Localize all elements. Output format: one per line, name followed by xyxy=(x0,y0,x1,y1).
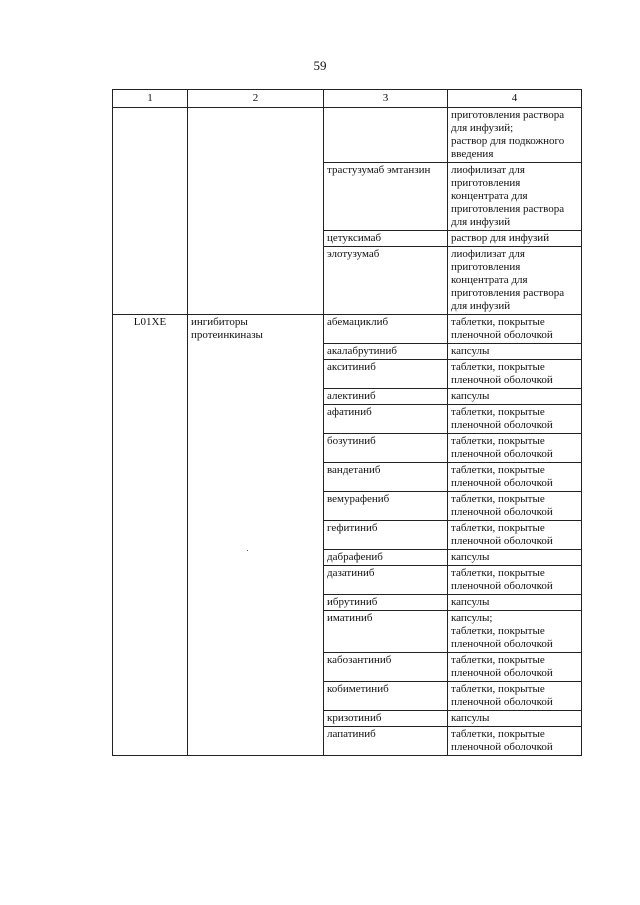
dosage-form-line: таблетки, покрытые xyxy=(451,406,545,418)
drug-name-cell xyxy=(324,711,448,727)
dosage-form-cell xyxy=(448,344,582,360)
dosage-form-line: таблетки, покрытые xyxy=(451,567,545,579)
dosage-form-line: пленочной оболочкой xyxy=(451,667,553,679)
dosage-form-line: концентрата для xyxy=(451,190,528,202)
drug-name: гефитиниб xyxy=(327,522,378,534)
table-row xyxy=(113,315,582,344)
dosage-form-cell xyxy=(448,463,582,492)
drug-name: акалабрутиниб xyxy=(327,345,397,357)
drug-name-cell xyxy=(324,360,448,389)
dosage-form-line: капсулы xyxy=(451,390,490,402)
drug-name-cell xyxy=(324,682,448,711)
drug-name-cell xyxy=(324,521,448,550)
dosage-form-line: капсулы xyxy=(451,551,490,563)
dosage-form-line: таблетки, покрытые xyxy=(451,435,545,447)
dosage-form-cell xyxy=(448,727,582,756)
dosage-form-line: капсулы xyxy=(451,712,490,724)
dosage-form-cell xyxy=(448,405,582,434)
dosage-form-line: для инфузий; xyxy=(451,122,514,134)
dosage-form-line: капсулы xyxy=(451,596,490,608)
dosage-form-line: пленочной оболочкой xyxy=(451,535,553,547)
dosage-form-line: пленочной оболочкой xyxy=(451,696,553,708)
dosage-form-line: приготовления xyxy=(451,177,521,189)
drug-name: бозутиниб xyxy=(327,435,376,447)
dosage-form-line: таблетки, покрытые xyxy=(451,361,545,373)
drug-name: ибрутиниб xyxy=(327,596,378,608)
dosage-form-line: лиофилизат для xyxy=(451,248,525,260)
drug-name: вемурафениб xyxy=(327,493,390,505)
dosage-form-line: лиофилизат для xyxy=(451,164,525,176)
dosage-form-line: таблетки, покрытые xyxy=(451,522,545,534)
dosage-form-cell xyxy=(448,231,582,247)
dosage-form-cell xyxy=(448,682,582,711)
dosage-form-cell xyxy=(448,315,582,344)
drug-name-cell xyxy=(324,653,448,682)
dosage-form-cell xyxy=(448,566,582,595)
dosage-form-cell xyxy=(448,163,582,231)
dosage-form-line: таблетки, покрытые xyxy=(451,683,545,695)
dosage-form-line: капсулы; xyxy=(451,612,493,624)
dosage-form-line: таблетки, покрытые xyxy=(451,493,545,505)
drug-name-cell xyxy=(324,434,448,463)
dosage-form-line: пленочной оболочкой xyxy=(451,419,553,431)
drug-name-cell xyxy=(324,315,448,344)
atc-code-cell xyxy=(113,108,188,315)
drug-name-cell xyxy=(324,163,448,231)
dosage-form-line: приготовления раствора xyxy=(451,109,565,121)
page-number: 59 xyxy=(313,58,327,73)
drug-name: абемациклиб xyxy=(327,316,389,328)
dosage-form-line: таблетки, покрытые xyxy=(451,728,545,740)
group-name-line: протеинкиназы xyxy=(191,329,263,341)
dosage-form-line: раствор для инфузий xyxy=(451,232,550,244)
header-row xyxy=(113,90,582,108)
drug-name-cell xyxy=(324,550,448,566)
drug-name-cell xyxy=(324,566,448,595)
group-name-line: ингибиторы xyxy=(191,316,248,328)
dosage-form-line: пленочной оболочкой xyxy=(451,477,553,489)
dosage-form-line: для инфузий xyxy=(451,300,511,312)
header-col-4: 4 xyxy=(448,90,582,108)
drug-name: алектиниб xyxy=(327,390,376,402)
dosage-form-line: пленочной оболочкой xyxy=(451,506,553,518)
dosage-form-line: приготовления раствора xyxy=(451,203,565,215)
atc-code-cell xyxy=(113,315,188,756)
drug-name-cell xyxy=(324,344,448,360)
drug-name: трастузумаб эмтанзин xyxy=(327,164,431,176)
drug-name: элотузумаб xyxy=(327,248,380,260)
drug-name-cell xyxy=(324,492,448,521)
dosage-form-line: пленочной оболочкой xyxy=(451,580,553,592)
dosage-form-line: пленочной оболочкой xyxy=(451,638,553,650)
dosage-form-line: пленочной оболочкой xyxy=(451,374,553,386)
dosage-form-line: приготовления раствора xyxy=(451,287,565,299)
drug-name: иматиниб xyxy=(327,612,373,624)
header-col-1: 1 xyxy=(113,90,188,108)
dosage-form-line: таблетки, покрытые xyxy=(451,316,545,328)
dosage-form-line: раствор для подкожного xyxy=(451,135,565,147)
dosage-form-cell xyxy=(448,711,582,727)
header-col-2: 2 xyxy=(188,90,324,108)
table-row xyxy=(113,108,582,163)
scan-speck xyxy=(247,550,248,551)
drug-name-cell xyxy=(324,247,448,315)
drug-name: акситиниб xyxy=(327,361,376,373)
dosage-form-line: пленочной оболочкой xyxy=(451,448,553,460)
drug-table xyxy=(112,89,582,756)
dosage-form-cell xyxy=(448,108,582,163)
drug-name-cell xyxy=(324,463,448,492)
group-name-cell xyxy=(188,108,324,315)
dosage-form-line: таблетки, покрытые xyxy=(451,654,545,666)
dosage-form-cell xyxy=(448,611,582,653)
drug-name: вандетаниб xyxy=(327,464,381,476)
dosage-form-line: капсулы xyxy=(451,345,490,357)
drug-name-cell xyxy=(324,389,448,405)
dosage-form-cell xyxy=(448,595,582,611)
dosage-form-line: пленочной оболочкой xyxy=(451,741,553,753)
drug-name: дабрафениб xyxy=(327,551,383,563)
drug-name: цетуксимаб xyxy=(327,232,382,244)
drug-name: дазатиниб xyxy=(327,567,375,579)
dosage-form-line: для инфузий xyxy=(451,216,511,228)
drug-name-cell xyxy=(324,595,448,611)
dosage-form-cell xyxy=(448,492,582,521)
drug-name-cell xyxy=(324,405,448,434)
drug-name: афатиниб xyxy=(327,406,372,418)
header-col-3: 3 xyxy=(324,90,448,108)
dosage-form-cell xyxy=(448,360,582,389)
drug-name-cell xyxy=(324,727,448,756)
atc-code: L01XE xyxy=(133,316,167,328)
dosage-form-line: введения xyxy=(451,148,494,160)
drug-name-cell xyxy=(324,108,448,163)
drug-name-cell xyxy=(324,611,448,653)
dosage-form-line: таблетки, покрытые xyxy=(451,625,545,637)
dosage-form-cell xyxy=(448,521,582,550)
dosage-form-cell xyxy=(448,550,582,566)
drug-name: кризотиниб xyxy=(327,712,382,724)
dosage-form-line: приготовления xyxy=(451,261,521,273)
drug-name: кобиметиниб xyxy=(327,683,389,695)
drug-name-cell xyxy=(324,231,448,247)
dosage-form-cell xyxy=(448,389,582,405)
group-name-cell xyxy=(188,315,324,756)
dosage-form-cell xyxy=(448,247,582,315)
dosage-form-cell xyxy=(448,653,582,682)
drug-name: кабозантиниб xyxy=(327,654,392,666)
drug-name: лапатиниб xyxy=(327,728,376,740)
dosage-form-line: таблетки, покрытые xyxy=(451,464,545,476)
dosage-form-line: пленочной оболочкой xyxy=(451,329,553,341)
dosage-form-cell xyxy=(448,434,582,463)
dosage-form-line: концентрата для xyxy=(451,274,528,286)
